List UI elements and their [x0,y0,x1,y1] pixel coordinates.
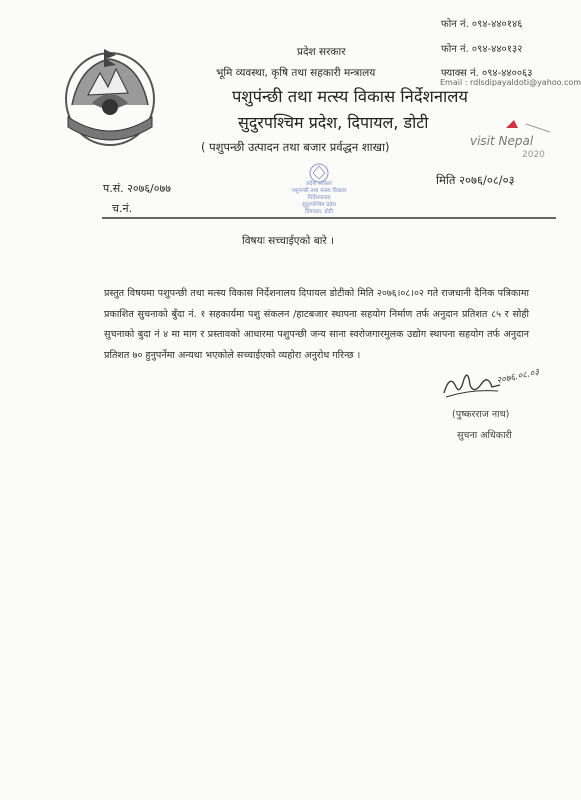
signatory-name: (पुष्करराज नाथ) [452,409,510,420]
fax-number: फ्याक्स नं. ०९४-४४००६३ [441,68,533,79]
patra-sankhya: प.सं. २०७६/०७७ [103,182,171,195]
subject-line: विषयः सच्चाईएको बारे । [242,235,335,247]
office-stamp [278,160,360,220]
email-address: Email : rdlsdipayaldoti@yahoo.com [440,78,581,87]
signatory-title: सुचना अधिकारी [457,430,512,441]
header-divider [102,217,556,219]
gov-title: प्रदेश सरकार [297,46,346,58]
letter-date: मिति २०७६/०८/०३ [436,173,515,187]
visit-nepal-logo [466,118,560,166]
stamp-line: प्रदेश सरकार [306,181,332,187]
signature-date: २०७६.०८.०३ [495,367,541,387]
section-title: ( पशुपन्छी उत्पादन तथा बजार प्रर्वद्धन शाखा) [201,140,390,154]
letter-body: प्रस्तुत विषयमा पशुपन्छी तथा मत्स्य विकास निर्देशनालय दिपायल डोटीको मिति २०७६।०८।०२ गते राजधानी दैनिक पत्रिकामा प्रकाशित सुचनाको बुँदा नं. १ सहकार्यमा पशु संकलन /हाटबजार स्थापना सहयोग निर्माण तर्फ अनुदान प्रतिशत ८५ र सोही सुचनाको बुदा नं ४ मा माग र प्रस्तावको आधारमा पशुपन्छी जन्य साना स्वरोजगारमुलक उद्योग स्थापना सहयोग तर्फ अनुदान प्रतिशत ७० हुनुपर्नेमा अन्यथा भएकोले सच्चाईएको व्यहोरा अनुरोध गरिन्छ । [104,288,529,361]
stamp-line: पशुपंन्छी तथा मत्स्य विकास [291,188,347,194]
stamp-line: दिपायल, डोटी [305,209,333,215]
stamp-line: निर्देशनालय [307,195,331,201]
handwritten-signature [440,365,555,401]
emblem-logo [58,45,162,153]
stamp-line: सुदुरपश्चिम प्रदेश [301,202,337,208]
phone-1: फोन नं. ०९४-४४०१४६ [441,19,523,30]
visit-nepal-year: 2020 [522,150,545,160]
phone-2: फोन नं. ०९४-४४०१३२ [441,44,523,55]
directorate-title: पशुपंन्छी तथा मत्स्य विकास निर्देशनालय [232,87,469,106]
province-title: सुदुरपश्चिम प्रदेश, दिपायल, डोटी [238,113,429,132]
visit-nepal-text: visit Nepal [470,134,534,148]
ministry-title: भूमि व्यवस्था, कृषि तथा सहकारी मन्त्रालय [216,67,376,79]
chalani-number: च.नं. [112,202,133,215]
